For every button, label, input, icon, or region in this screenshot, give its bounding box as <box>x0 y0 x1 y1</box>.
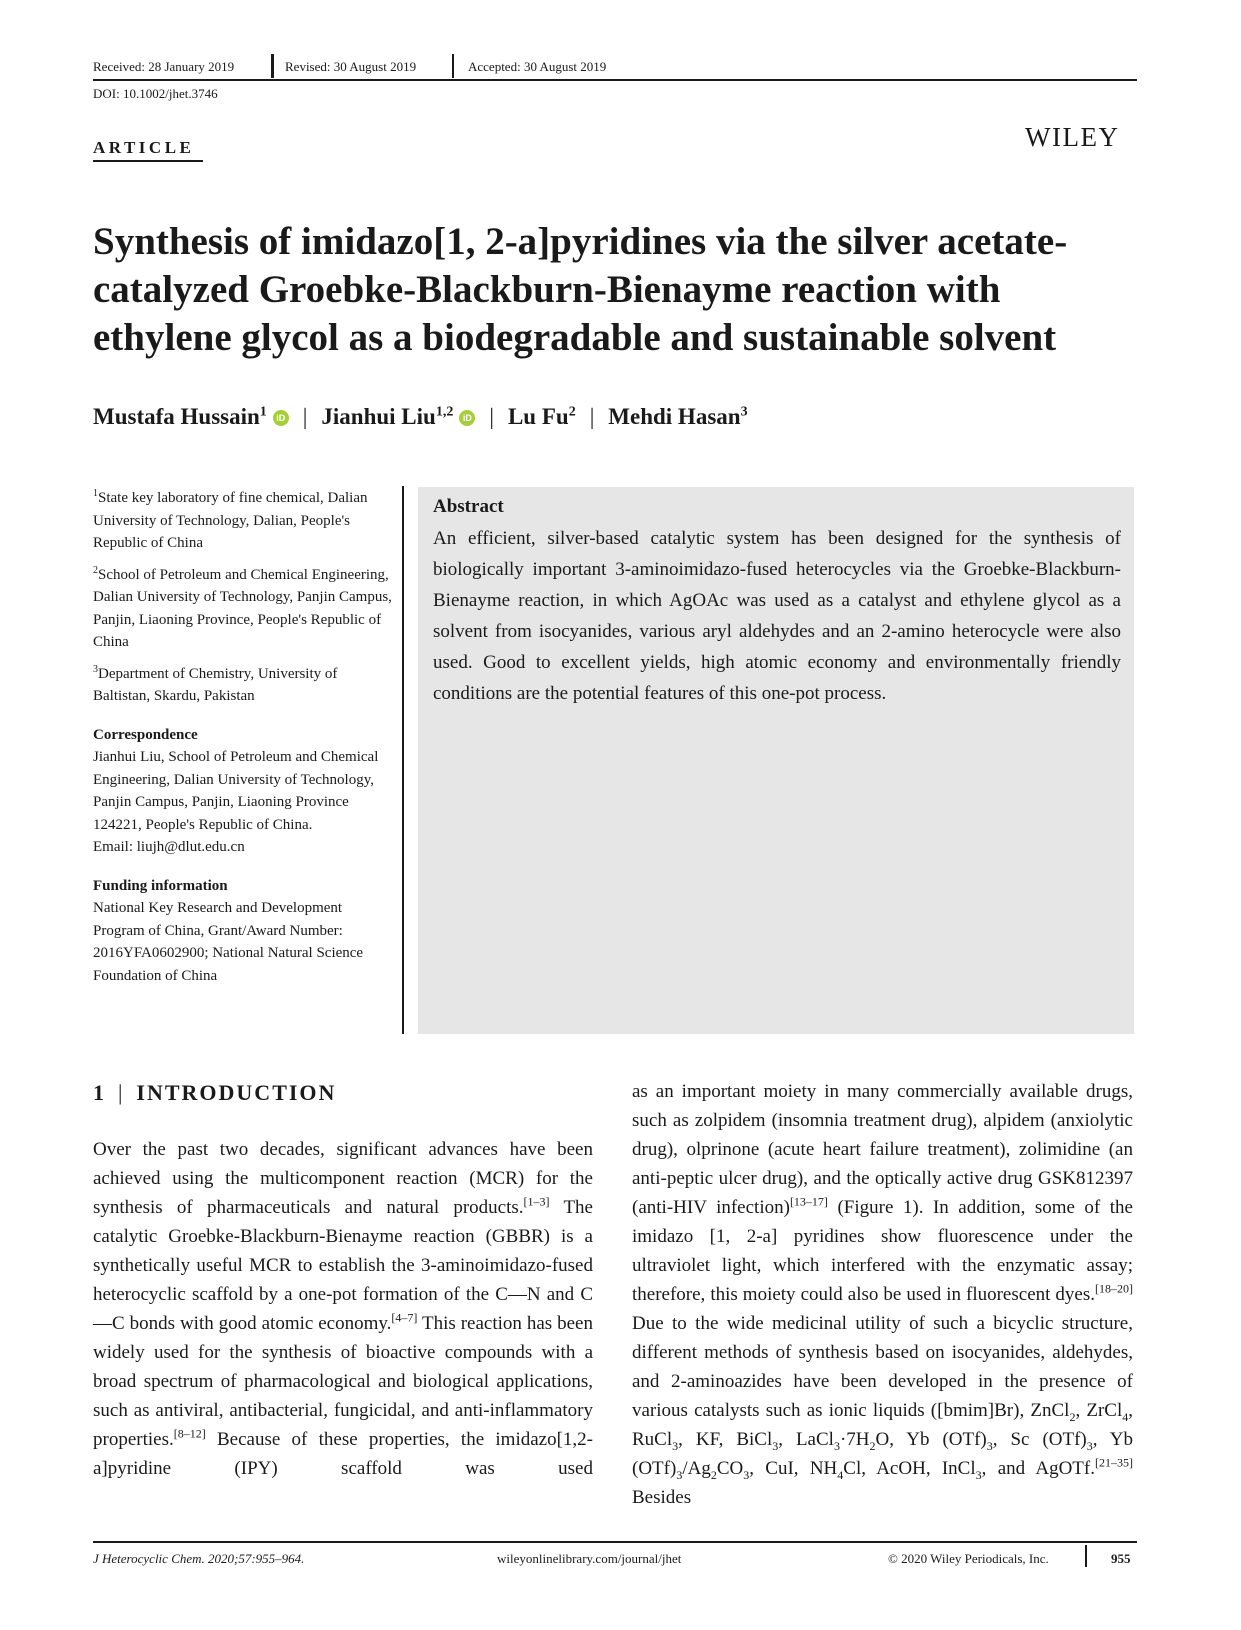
author-list: Mustafa Hussain$^1$ iD | Jianhui Liu$^{1,2}$ iD | Lu Fu$^2$ | Mehdi Hasan$^3$ <box>93 404 748 429</box>
divider <box>452 54 454 78</box>
title-line: catalyzed Groebke-Blackburn-Bienayme reaction with <box>93 268 1001 311</box>
author-affiliation-mark: 1,2 <box>435 404 454 420</box>
abstract-heading: Abstract <box>433 496 504 517</box>
affiliation: $^1$State key laboratory of fine chemical, Dalian University of Technology, Dalian, People's Republic of China <box>93 488 368 551</box>
orcid-icon[interactable]: iD <box>459 410 475 426</box>
front-matter-sidebar <box>93 483 393 987</box>
funding-text: National Key Research and Development Program of China, Grant/Award Number: 2016YFA0602900; National Natural Science Foundation of China <box>93 900 364 984</box>
footer-rule <box>93 1541 1137 1543</box>
article-type-label: ARTICLE <box>93 138 195 157</box>
page-number: 955 <box>1111 1551 1131 1566</box>
citation[interactable]: [18–20] <box>1095 1281 1133 1296</box>
doi[interactable]: DOI: 10.1002/jhet.3746 <box>93 86 218 101</box>
citation[interactable]: [21–35] <box>1095 1455 1133 1470</box>
article-title <box>93 218 1153 362</box>
section-title: INTRODUCTION <box>136 1080 337 1105</box>
author-affiliation-mark: 1 <box>259 404 267 420</box>
affiliation: $^2$School of Petroleum and Chemical Engineering, Dalian University of Technology, Panjin Campus, Panjin, Liaoning Province, People's Republic of China <box>93 564 392 650</box>
journal-citation: J Heterocyclic Chem. 2020;57:955–964. <box>93 1551 305 1566</box>
affiliation: $^3$Department of Chemistry, University of Baltistan, Skardu, Pakistan <box>93 663 338 704</box>
author-name[interactable]: Jianhui Liu <box>321 404 436 429</box>
copyright: © 2020 Wiley Periodicals, Inc. <box>888 1551 1049 1566</box>
journal-url[interactable]: wileyonlinelibrary.com/journal/jhet <box>497 1551 682 1566</box>
title-line: ethylene glycol as a biodegradable and sustainable solvent <box>93 316 1057 359</box>
section-heading: 1 | INTRODUCTION <box>93 1080 337 1105</box>
sidebar-divider <box>402 486 404 1034</box>
received-date: Received: 28 January 2019 <box>93 59 235 74</box>
orcid-icon[interactable]: iD <box>273 410 289 426</box>
correspondence-heading: Correspondence <box>93 726 198 743</box>
publisher-logo: WILEY <box>1025 122 1120 152</box>
body-column-right: as an important moiety in many commercially available drugs, such as zolpidem (insomnia treatment drug), alpidem (anxiolytic drug), olprinone (acute heart failure treatment), zolimidine (an anti-peptic ulcer drug), and the optically active drug GSK812397 (anti-HIV infection)[13–17] (Figure 1). In addition, some of the imidazo [1, 2-a] pyridines show fluorescence under the ultraviolet light, which interfered with the enzymatic assay; therefore, this moiety could also be used in fluorescent dyes.[18–20] Due to the wide medicinal utility of such a bicyclic structure, different methods of synthesis based on isocyanides, aldehydes, and 2-aminoazides have been developed in the presence of various catalysts such as ionic liquids ([bmim]Br), ZnCl$_2$, ZrCl$_4$, RuCl$_3$, KF, BiCl$_3$, $LaCl_3\cdot 7H_2O$, Yb $(OTf)_3$, Sc $(OTf)_3$, Yb $(OTf)_3/Ag_2CO_3$, CuI, $NH_4Cl$, AcOH, InCl$_3$, and AgOTf.[21–35] Besides <box>632 1081 1133 1508</box>
citation[interactable]: [4–7] <box>391 1310 418 1325</box>
revised-date: Revised: 30 August 2019 <box>285 59 417 74</box>
body-column-left: Over the past two decades, significant advances have been achieved using the multicomponent reaction (MCR) for the synthesis of pharmaceuticals and natural products.[1–3] The catalytic Groebke-Blackburn-Bienayme reaction (GBBR) is a synthetically useful MCR to establish the 3-aminoimidazo-fused heterocyclic scaffold by a one-pot formation of the C—N and C—C bonds with good atomic economy.[4–7] This reaction has been widely used for the synthesis of bioactive compounds with a broad spectrum of pharmacological and biological applications, such as antiviral, antibacterial, fungicidal, and anti-inflammatory properties.[8–12] Because of these properties, the imidazo[1,2-a]pyridine (IPY) scaffold was used <box>93 1139 593 1479</box>
divider <box>1085 1545 1087 1567</box>
accepted-date: Accepted: 30 August 2019 <box>468 59 607 74</box>
header-rule <box>93 79 1137 81</box>
author-name[interactable]: Lu Fu <box>507 404 569 429</box>
author-affiliation-mark: 2 <box>568 404 576 420</box>
divider <box>271 54 274 78</box>
correspondence-email[interactable]: Email: liujh@dlut.edu.cn <box>93 839 245 855</box>
abstract-text: An efficient, silver-based catalytic system has been designed for the synthesis of biologically important 3-aminoimidazo-fused heterocycles via the Groebke-Blackburn-Bienayme reaction, in which AgOAc was used as a catalyst and ethylene glycol as a solvent from isocyanides, various aryl aldehydes and an 2-amino heterocycle were also used. Good to excellent yields, high atomic economy and environmentally friendly conditions are the potential features of this one-pot process. <box>433 528 1121 704</box>
correspondence-text: Jianhui Liu, School of Petroleum and Chemical Engineering, Dalian University of Technology, Panjin Campus, Panjin, Liaoning Province 124221, People's Republic of China. <box>93 749 379 833</box>
author-affiliation-mark: 3 <box>740 404 748 420</box>
funding-heading: Funding information <box>93 877 228 894</box>
section-number: 1 <box>93 1080 106 1105</box>
author-name[interactable]: Mehdi Hasan <box>608 404 741 429</box>
citation[interactable]: [1–3] <box>523 1194 550 1209</box>
citation[interactable]: [8–12] <box>173 1426 206 1441</box>
author-name[interactable]: Mustafa Hussain <box>93 404 260 429</box>
title-line: Synthesis of imidazo[1, 2-a]pyridines via the silver acetate- <box>93 220 1068 263</box>
citation[interactable]: [13–17] <box>789 1194 828 1209</box>
article-label-underline <box>93 160 203 162</box>
